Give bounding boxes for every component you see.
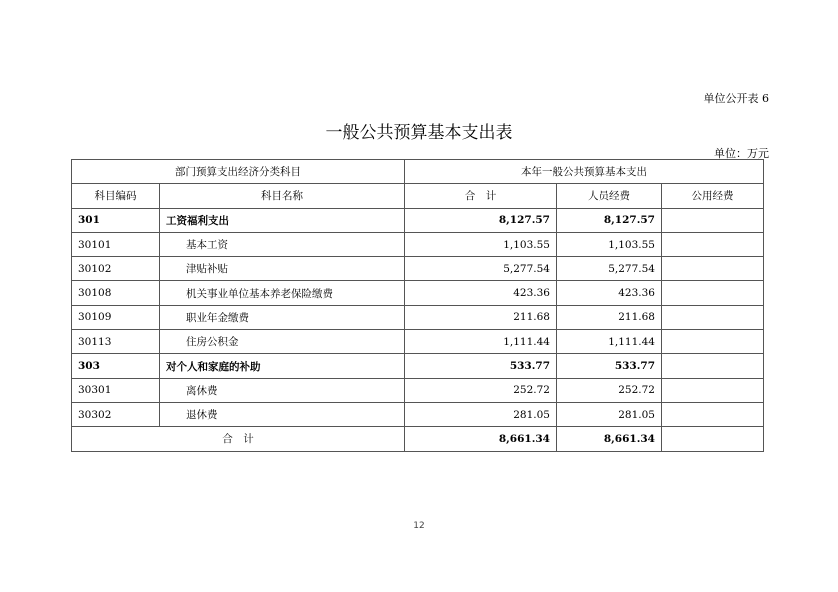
row-name: 退休费 [160, 402, 405, 426]
budget-table [71, 159, 764, 452]
row-name: 基本工资 [160, 232, 405, 256]
row-public [662, 305, 764, 329]
row-code: 30109 [72, 305, 160, 329]
row-public [662, 232, 764, 256]
row-name: 津贴补贴 [160, 257, 405, 281]
row-personnel: 252.72 [557, 378, 662, 402]
row-total: 533.77 [405, 354, 557, 378]
table-row [72, 330, 764, 354]
group-header-classification: 部门预算支出经济分类科目 [72, 160, 405, 184]
row-name: 工资福利支出 [160, 208, 405, 232]
row-code: 303 [72, 354, 160, 378]
page-number: 12 [413, 521, 425, 531]
row-public [662, 257, 764, 281]
row-public [662, 281, 764, 305]
group-header-row [72, 160, 764, 184]
sum-row [72, 427, 764, 451]
row-total: 423.36 [405, 281, 557, 305]
table-row [72, 257, 764, 281]
row-code: 301 [72, 208, 160, 232]
sum-personnel: 8,661.34 [557, 427, 662, 451]
row-name: 职业年金缴费 [160, 305, 405, 329]
table-number: 单位公开表 6 [703, 92, 769, 105]
row-personnel: 5,277.54 [557, 257, 662, 281]
page-title: 一般公共预算基本支出表 [325, 123, 513, 143]
row-name: 机关事业单位基本养老保险缴费 [160, 281, 405, 305]
row-personnel: 8,127.57 [557, 208, 662, 232]
row-name: 离休费 [160, 378, 405, 402]
row-personnel: 1,111.44 [557, 330, 662, 354]
row-total: 1,111.44 [405, 330, 557, 354]
table-row [72, 281, 764, 305]
row-total: 281.05 [405, 402, 557, 426]
row-public [662, 402, 764, 426]
row-personnel: 211.68 [557, 305, 662, 329]
row-total: 1,103.55 [405, 232, 557, 256]
row-code: 30113 [72, 330, 160, 354]
row-name: 对个人和家庭的补助 [160, 354, 405, 378]
table-row [72, 402, 764, 426]
col-header-public: 公用经费 [662, 184, 764, 208]
row-total: 252.72 [405, 378, 557, 402]
table-row [72, 208, 764, 232]
table-row [72, 378, 764, 402]
col-header-name: 科目名称 [160, 184, 405, 208]
row-total: 211.68 [405, 305, 557, 329]
table-row [72, 232, 764, 256]
row-code: 30102 [72, 257, 160, 281]
row-public [662, 208, 764, 232]
row-public [662, 354, 764, 378]
row-personnel: 281.05 [557, 402, 662, 426]
col-header-personnel: 人员经费 [557, 184, 662, 208]
unit-label: 单位：万元 [714, 147, 769, 160]
row-total: 5,277.54 [405, 257, 557, 281]
table-row [72, 354, 764, 378]
row-name: 住房公积金 [160, 330, 405, 354]
row-code: 30101 [72, 232, 160, 256]
row-personnel: 533.77 [557, 354, 662, 378]
row-public [662, 378, 764, 402]
group-header-expenditure: 本年一般公共预算基本支出 [405, 160, 764, 184]
column-header-row [72, 184, 764, 208]
row-code: 30301 [72, 378, 160, 402]
col-header-total: 合 计 [405, 184, 557, 208]
sum-total: 8,661.34 [405, 427, 557, 451]
sum-label: 合 计 [72, 427, 405, 451]
row-code: 30302 [72, 402, 160, 426]
col-header-code: 科目编码 [72, 184, 160, 208]
sum-public [662, 427, 764, 451]
table-row [72, 305, 764, 329]
row-personnel: 1,103.55 [557, 232, 662, 256]
row-public [662, 330, 764, 354]
row-personnel: 423.36 [557, 281, 662, 305]
row-code: 30108 [72, 281, 160, 305]
row-total: 8,127.57 [405, 208, 557, 232]
